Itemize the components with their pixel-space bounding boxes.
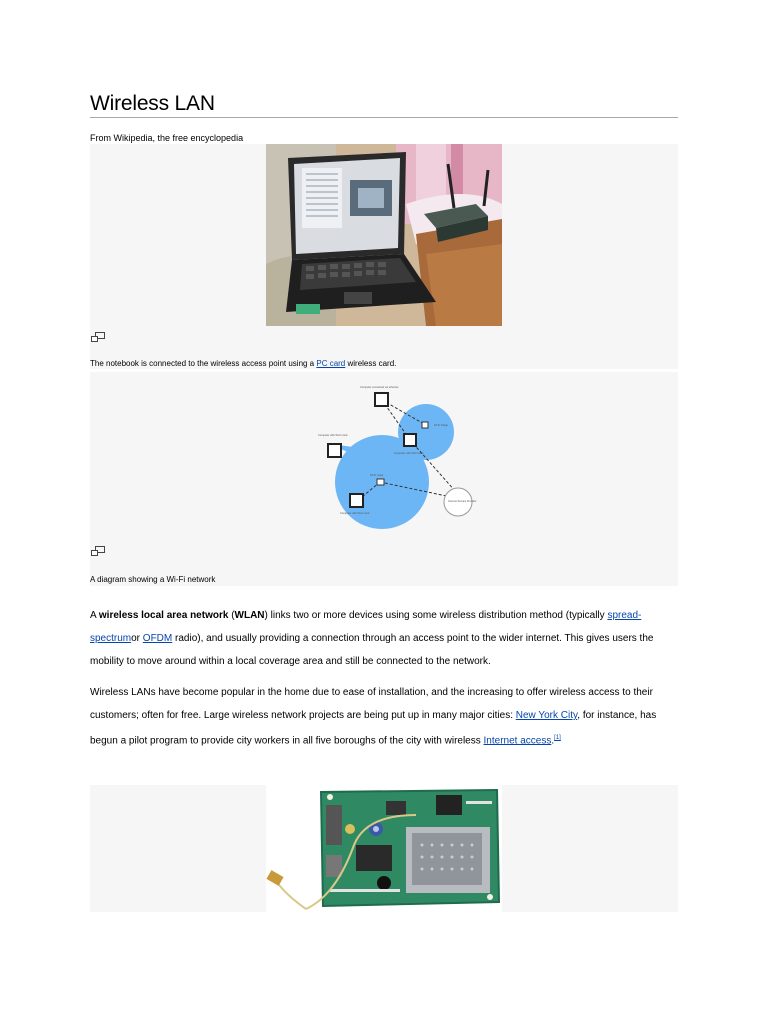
page-title: Wireless LAN xyxy=(90,92,215,115)
enlarge-icon[interactable] xyxy=(91,546,105,556)
tagline: From Wikipedia, the free encyclopedia xyxy=(90,133,244,143)
diagram-label: Internet Service Provider xyxy=(448,500,477,503)
diagram-label: Computer with Wi-Fi card xyxy=(318,434,348,437)
paragraph: A wireless local area network (WLAN) links two or more devices using some wireless distribution method (typically spread-spectrumor OFDM radio), and usually providing a connection through an access point to the wider internet. This gives users the mobility to move around within a local coverage area and still be connected to the network. xyxy=(90,610,654,667)
figure-circuit-board xyxy=(90,785,678,912)
access-point-icon xyxy=(422,422,428,428)
bold-term: wireless local area network xyxy=(98,610,229,621)
caption-text: The notebook is connected to the wireless access point using a xyxy=(90,359,317,368)
laptop-photo[interactable] xyxy=(266,144,502,326)
circuit-board-photo[interactable] xyxy=(266,785,502,912)
enlarge-icon[interactable] xyxy=(91,332,105,342)
internet-access-link[interactable]: Internet access xyxy=(483,735,552,747)
caption-text: wireless card. xyxy=(345,359,397,368)
computer-icon xyxy=(404,434,416,446)
figure-caption: A diagram showing a Wi-Fi network xyxy=(90,575,216,584)
paragraph: Wireless LANs have become popular in the home due to ease of installation, and the increasing to offer wireless access to their customers; often for free. Large wireless network projects are being put up in many major cities: New York City, for instance, has begun a pilot program to provide city workers in all five boroughs of the city with wireless Internet access.[1] xyxy=(90,687,657,747)
wifi-diagram[interactable] xyxy=(318,384,480,534)
figure-laptop xyxy=(90,144,678,369)
diagram-label: Wi-Fi router xyxy=(370,474,384,477)
bold-term: WLAN xyxy=(234,610,265,621)
figure-wifi-diagram xyxy=(90,372,678,586)
computer-icon xyxy=(350,494,363,507)
diagram-label: Computer with Wi-Fi card xyxy=(340,512,370,515)
diagram-label: Computer connected via ethernet xyxy=(360,386,399,389)
ofdm-link[interactable]: OFDM xyxy=(142,633,173,644)
reference-link[interactable]: [1] xyxy=(554,735,561,741)
spread-spectrum-link[interactable]: spread-spectrum xyxy=(90,610,642,644)
diagram-label: Computer with Wi-Fi card xyxy=(394,452,424,455)
pc-card-link[interactable]: PC card xyxy=(316,359,346,368)
access-point-icon xyxy=(377,479,384,485)
new-york-city-link[interactable]: New York City xyxy=(515,710,578,721)
diagram-label: Wi-Fi bridge xyxy=(434,424,448,427)
computer-icon xyxy=(328,444,341,457)
computer-icon xyxy=(375,393,388,406)
figure-caption xyxy=(90,359,396,368)
title-divider xyxy=(90,117,678,118)
